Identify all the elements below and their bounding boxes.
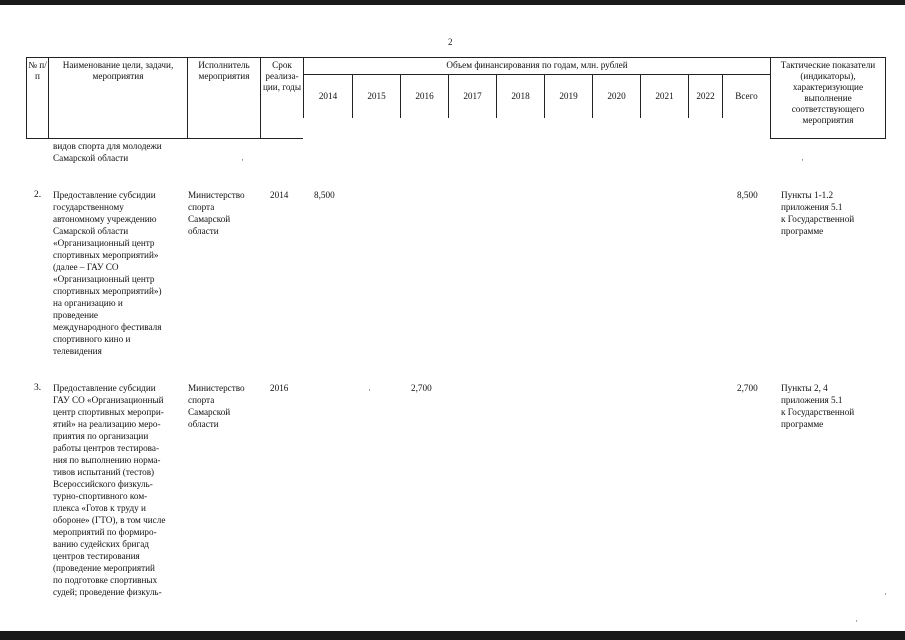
header-executor: Исполнитель мероприятия xyxy=(187,57,260,139)
bottom-border-bar xyxy=(0,631,905,640)
header-term: Срок реализа-ции, годы xyxy=(260,57,303,139)
continuation-line: видов спорта для молодежи xyxy=(53,141,162,151)
header-total: Всего xyxy=(722,74,770,118)
header-financing: Объем финансирования по годам, млн. рублей xyxy=(303,57,770,74)
header-year: 2016 xyxy=(400,74,448,118)
scan-speck: · xyxy=(884,589,887,599)
row-value-2016: 2,700 xyxy=(411,383,432,393)
table-header xyxy=(26,57,886,139)
header-year: 2021 xyxy=(640,74,688,118)
header-year: 2022 xyxy=(688,74,722,118)
header-divider xyxy=(26,138,303,139)
header-year: 2020 xyxy=(592,74,640,118)
row-total: 8,500 xyxy=(737,190,758,200)
scan-speck: · xyxy=(368,385,371,395)
header-year: 2014 xyxy=(303,74,352,118)
header-year: 2017 xyxy=(448,74,496,118)
top-border-bar xyxy=(0,0,905,5)
header-divider xyxy=(770,138,886,139)
header-year: 2019 xyxy=(544,74,592,118)
header-year: 2015 xyxy=(352,74,400,118)
row-term: 2016 xyxy=(270,383,289,393)
scan-speck: · xyxy=(855,616,858,626)
row-total: 2,700 xyxy=(737,383,758,393)
header-year: 2018 xyxy=(496,74,544,118)
row-value-2014: 8,500 xyxy=(314,190,335,200)
scan-speck: · xyxy=(241,155,244,165)
page-number: 2 xyxy=(448,37,453,47)
header-indicators: Тактические показатели (индикаторы), характеризующие выполнение соответствующего мероприятия xyxy=(770,57,886,139)
row-term: 2014 xyxy=(270,190,289,200)
scan-speck: · xyxy=(801,155,804,165)
continuation-line: Самарской области xyxy=(53,153,129,163)
row-number: 2. xyxy=(34,190,42,200)
row-number: 3. xyxy=(34,383,42,393)
header-name: Наименование цели, задачи, мероприятия xyxy=(48,57,187,139)
header-number: № п/п xyxy=(26,57,48,139)
